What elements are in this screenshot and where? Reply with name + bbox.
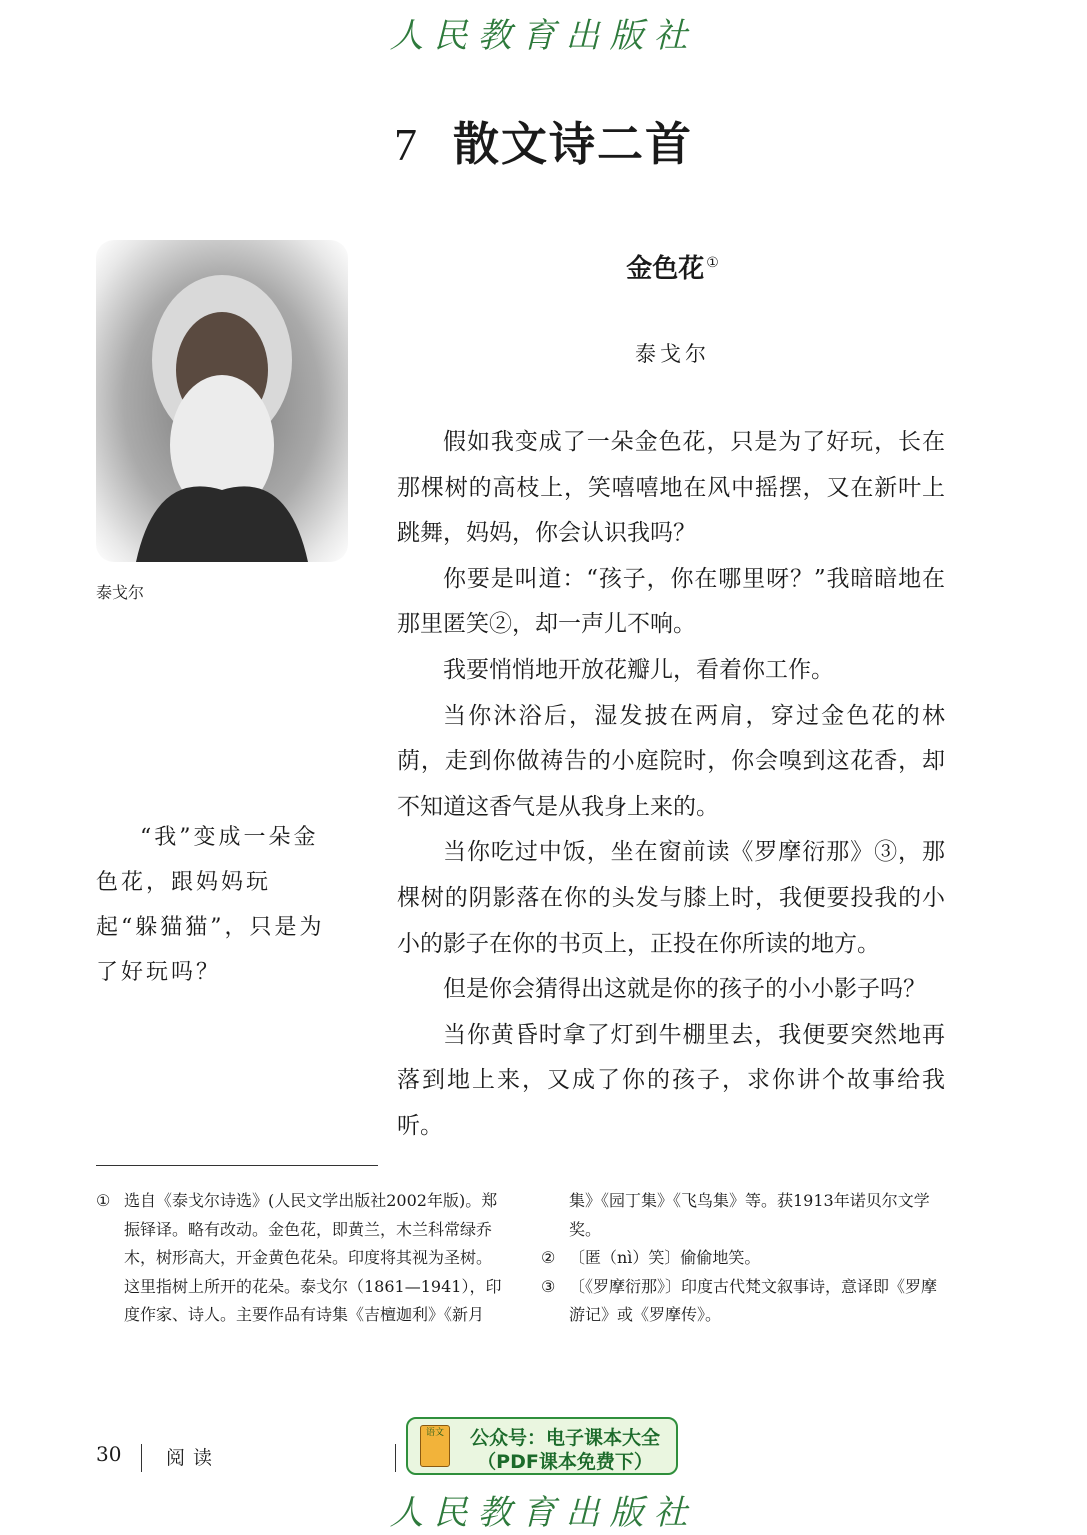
footer-divider-2 [395, 1444, 396, 1472]
lesson-title-text: 散文诗二首 [453, 117, 693, 171]
publisher-logo-bottom: 人民教育出版社 [389, 1493, 698, 1533]
poem-author: 泰戈尔 [635, 342, 710, 366]
side-note [96, 815, 331, 995]
portrait-figure-icon [96, 240, 348, 562]
page-number: 30 [96, 1442, 122, 1466]
lesson-number: 7 [394, 119, 419, 170]
publisher-logo-top: 人民教育出版社 [389, 16, 698, 56]
footnote-3-text: 〔《罗摩衍那》〕印度古代梵文叙事诗，意译即《罗摩游记》或《罗摩传》。 [569, 1276, 938, 1324]
poem-title [400, 248, 945, 285]
poem-body [397, 420, 945, 1150]
section-label: 阅读 [166, 1447, 221, 1469]
poem-title-text: 金色花 [626, 254, 705, 284]
watermark-badge[interactable] [406, 1417, 678, 1475]
book-icon: 语文 [420, 1425, 450, 1467]
footnotes-right [541, 1187, 949, 1330]
footnote-1-mark: ① [96, 1191, 111, 1210]
poem-paragraph: 当你吃过中饭，坐在窗前读《罗摩衍那》③，那棵树的阴影落在你的头发与膝上时，我便要投我的小小的影子在你的书页上，正投在你所读的地方。 [397, 839, 945, 957]
footnote-divider [96, 1165, 378, 1166]
poem-paragraph: 但是你会猜得出这就是你的孩子的小小影子吗？ [443, 976, 926, 1003]
poem-paragraph: 你要是叫道：“孩子，你在哪里呀？”我暗暗地在那里匿笑②，却一声儿不响。 [397, 565, 945, 638]
badge-line-1: 公众号：电子课本大全 [469, 1427, 660, 1449]
footnote-3-mark: ③ [541, 1276, 556, 1296]
poem-paragraph: 假如我变成了一朵金色花，只是为了好玩，长在那棵树的高枝上，笑嘻嘻地在风中摇摆，又在新叶上跳舞，妈妈，你会认识我吗？ [397, 429, 945, 547]
badge-line-2: （PDF课本免费下） [477, 1451, 653, 1473]
footnote-2-mark: ② [541, 1248, 556, 1267]
footnote-3 [541, 1273, 949, 1330]
footnote-2 [541, 1244, 949, 1273]
footnote-1 [96, 1187, 504, 1330]
footnotes-left [96, 1187, 504, 1330]
poem-paragraph: 我要悄悄地开放花瓣儿，看着你工作。 [443, 656, 834, 683]
lesson-title [0, 108, 1087, 174]
footnote-1-text: 选自《泰戈尔诗选》(人民文学出版社2002年版)。郑振铎译。略有改动。金色花，即黄兰，木兰科常绿乔木，树形高大，开金黄色花朵。印度将其视为圣树。这里指树上所开的花朵。泰戈尔（1861—1941），印度作家、诗人。主要作品有诗集《吉檀迦利》《新月 [124, 1191, 502, 1324]
author-portrait [96, 240, 348, 562]
footer-divider [141, 1444, 142, 1472]
footnote-ref-1[interactable]: ① [706, 255, 719, 272]
side-note-text: “我”变成一朵金色花，跟妈妈玩起“躲猫猫”，只是为了好玩吗？ [96, 825, 325, 985]
poem-paragraph: 当你沐浴后，湿发披在两肩，穿过金色花的林荫，走到你做祷告的小庭院时，你会嗅到这花香，却不知道这香气是从我身上来的。 [397, 702, 945, 820]
footnote-1-continued: 集》《园丁集》《飞鸟集》等。获1913年诺贝尔文学奖。 [569, 1191, 930, 1239]
footnote-2-text: 〔匿（nì）笑〕偷偷地笑。 [569, 1248, 761, 1267]
poem-paragraph: 当你黄昏时拿了灯到牛棚里去，我便要突然地再落到地上来，又成了你的孩子，求你讲个故事给我听。 [397, 1021, 945, 1139]
portrait-caption: 泰戈尔 [96, 583, 145, 602]
